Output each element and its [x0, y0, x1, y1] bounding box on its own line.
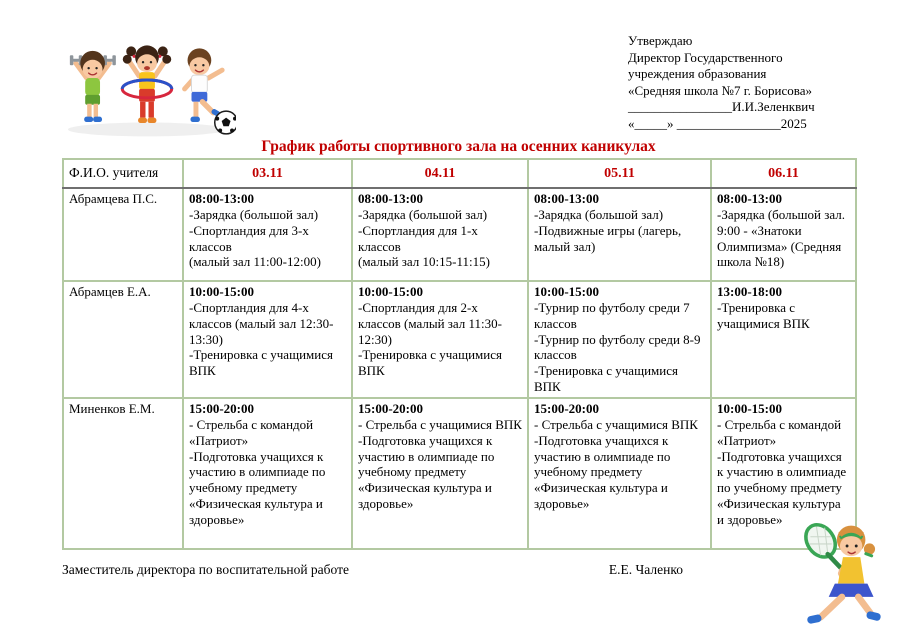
cell-activity: -Зарядка (большой зал. 9:00 - «Знатоки Олимпизма» (Средняя школа №18) [717, 206, 846, 270]
cell-time: 08:00-13:00 [358, 191, 423, 206]
footer-signature-name: Е.Е. Чаленко [608, 562, 683, 577]
col-header-date-1: 03.11 [183, 159, 352, 188]
cell-time: 15:00-20:00 [189, 401, 254, 417]
table-row [63, 188, 856, 281]
cell-activity: -Зарядка (большой зал) [189, 206, 319, 222]
cell-time: 08:00-13:00 [189, 191, 254, 206]
approval-line: учреждения образования [628, 66, 767, 82]
cell-activity: -Турнир по футболу среди 8-9 классов [534, 331, 701, 363]
schedule-cell [528, 398, 711, 549]
teacher-name: Абрамцева П.С. [63, 188, 183, 281]
cell-activity: - Стрельба с учащимися ВПК [534, 416, 698, 432]
footer [62, 562, 683, 578]
cell-activity: -Подготовка учащихся к участию в олимпиаде по учебному предмету «Физическая культура и здоровье» [717, 448, 847, 528]
cell-activity: (малый зал 11:00-12:00) [189, 254, 321, 270]
cell-activity: -Подготовка учащихся к участию в олимпиаде по учебному предмету «Физическая культура и здоровье» [358, 432, 495, 512]
cell-activity: -Зарядка (большой зал) [358, 206, 488, 222]
table-row [63, 398, 856, 549]
schedule-cell [528, 281, 711, 398]
schedule-cell [183, 398, 352, 549]
cell-activity: - Стрельба с учащимися ВПК [358, 416, 522, 432]
col-header-date-3: 05.11 [528, 159, 711, 188]
table-header-row [63, 159, 856, 188]
page-title: График работы спортивного зала на осенних каникулах [261, 138, 656, 155]
tennis-girl-clipart [790, 512, 898, 637]
schedule-table [62, 158, 857, 550]
approval-block [628, 33, 815, 133]
col-header-date-2: 04.11 [352, 159, 528, 188]
schedule-cell [711, 188, 856, 281]
approval-line: «Средняя школа №7 г. Борисова» [628, 82, 812, 98]
table-row [63, 281, 856, 398]
schedule-cell [528, 188, 711, 281]
girl-hulahoop-icon [122, 45, 171, 123]
cell-activity: (малый зал 10:15-11:15) [358, 254, 490, 270]
schedule-cell [183, 281, 352, 398]
teacher-name: Миненков Е.М. [63, 398, 183, 549]
cell-activity: - Стрельба с командой «Патриот» [717, 416, 842, 448]
cell-activity: -Тренировка с учащимися ВПК [534, 363, 678, 395]
cell-activity: -Спортландия для 4-х классов (малый зал 12:30-13:30) [189, 299, 334, 347]
cell-activity: -Подготовка учащихся к участию в олимпиаде по учебному предмету «Физическая культура и здоровье» [534, 432, 671, 512]
cell-activity: -Зарядка (большой зал) [534, 206, 664, 222]
cell-activity: -Спортландия для 1-х классов [358, 222, 478, 254]
cell-activity: -Спортландия для 3-х классов [189, 222, 309, 254]
cell-time: 10:00-15:00 [358, 284, 423, 299]
boy-soccer-icon [185, 48, 236, 134]
boy-dumbbells-icon [70, 51, 116, 122]
kids-sport-clipart [58, 26, 236, 138]
cell-activity: -Турнир по футболу среди 7 классов [534, 299, 690, 331]
col-header-teacher: Ф.И.О. учителя [63, 159, 183, 188]
cell-time: 13:00-18:00 [717, 284, 782, 299]
cell-activity: -Тренировка с учащимися ВПК [717, 299, 810, 331]
cell-activity: -Тренировка с учащимися ВПК [358, 347, 502, 379]
cell-activity: - Стрельба с командой «Патриот» [189, 416, 314, 448]
schedule-cell [711, 281, 856, 398]
schedule-cell [352, 398, 528, 549]
approval-line: «_____» ________________2025 [628, 115, 807, 131]
footer-position: Заместитель директора по воспитательной работе [62, 562, 350, 577]
cell-activity: -Тренировка с учащимися ВПК [189, 347, 333, 379]
cell-time: 15:00-20:00 [534, 401, 599, 417]
schedule-cell [352, 188, 528, 281]
approval-line: ________________И.И.Зеленквич [628, 99, 815, 115]
cell-time: 15:00-20:00 [358, 401, 423, 417]
cell-time: 10:00-15:00 [717, 401, 782, 417]
approval-line: Утверждаю [628, 33, 693, 48]
approval-line: Директор Государственного [628, 49, 783, 65]
cell-activity: -Спортландия для 2-х классов (малый зал 11:30-12:30) [358, 299, 502, 347]
cell-activity: -Подготовка учащихся к участию в олимпиаде по учебному предмету «Физическая культура и здоровье» [189, 448, 326, 528]
col-header-date-4: 06.11 [711, 159, 856, 188]
schedule-cell [352, 281, 528, 398]
cell-time: 08:00-13:00 [717, 191, 782, 206]
cell-activity: -Подвижные игры (лагерь, малый зал) [534, 222, 682, 254]
cell-time: 10:00-15:00 [534, 284, 599, 299]
cell-time: 10:00-15:00 [189, 284, 254, 299]
schedule-cell [183, 188, 352, 281]
cell-time: 08:00-13:00 [534, 191, 599, 206]
teacher-name: Абрамцев Е.А. [63, 281, 183, 398]
clipart-shadow [68, 123, 226, 137]
